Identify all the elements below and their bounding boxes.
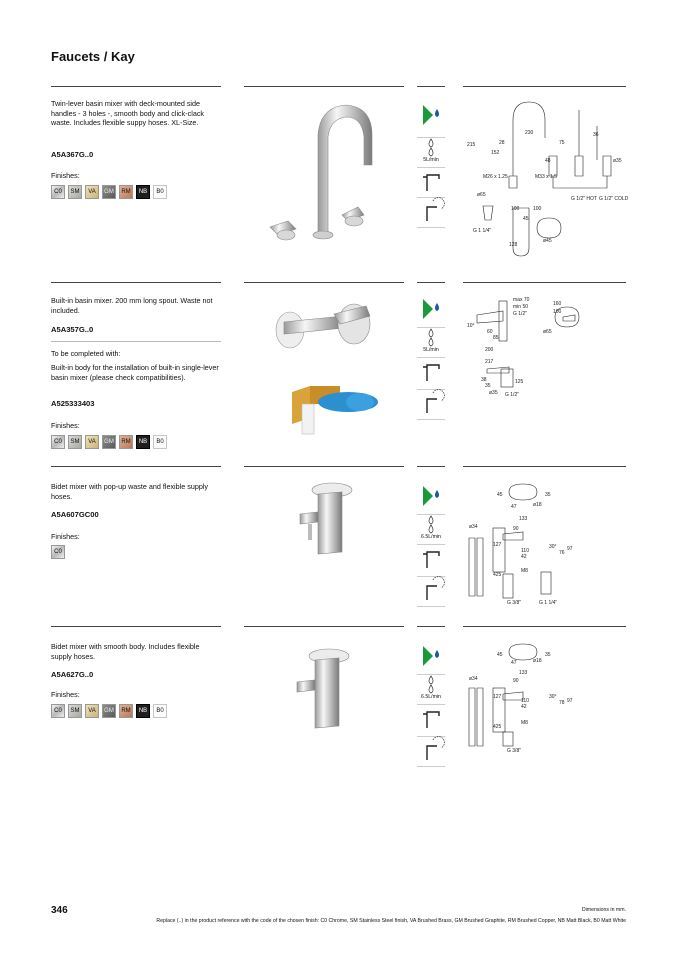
svg-text:230: 230: [525, 130, 534, 136]
finish-swatch-nb: NB: [136, 185, 150, 199]
svg-text:97: 97: [567, 698, 573, 704]
svg-text:42: 42: [521, 704, 527, 710]
spec-icons: [417, 295, 445, 449]
svg-text:35: 35: [545, 492, 551, 498]
svg-text:85: 85: [493, 335, 499, 341]
section-divider: [244, 282, 404, 283]
svg-text:G 1/2" HOT: G 1/2" HOT: [571, 196, 597, 202]
svg-text:45: 45: [497, 492, 503, 498]
product-description: Bidet mixer with smooth body. Includes flexible supply hoses.: [51, 642, 200, 661]
product-code: A5A607GC00: [51, 510, 99, 519]
eco-flow-icon: [417, 640, 445, 670]
finish-swatch-rm: RM: [119, 704, 133, 718]
product-description: Twin-lever basin mixer with deck-mounted side handles - 3 holes -, smooth body and click-clack waste. Includes flexible suppy hoses. XL-Size.: [51, 99, 205, 128]
svg-text:152: 152: [491, 150, 500, 156]
svg-text:ø34: ø34: [469, 524, 478, 530]
water-drop-icon: [417, 327, 445, 347]
svg-text:45: 45: [497, 652, 503, 658]
finishes-label: Finishes:: [51, 171, 80, 180]
spec-icons: [417, 640, 445, 768]
svg-text:G 3/8": G 3/8": [507, 748, 522, 754]
product-code: A5A367G..0: [51, 150, 94, 159]
spec-icons: [417, 99, 445, 253]
svg-text:60: 60: [487, 329, 493, 335]
svg-text:425: 425: [493, 724, 502, 730]
finish-swatch-sm: SM: [68, 435, 82, 449]
section-divider: [417, 282, 445, 283]
product-photo: [250, 95, 400, 255]
spec-icon-cell: [417, 576, 445, 607]
svg-text:42: 42: [521, 554, 527, 560]
finish-swatch-va: VA: [85, 704, 99, 718]
finish-swatch-b0: B0: [153, 185, 167, 199]
finish-swatch-sm: SM: [68, 704, 82, 718]
finish-swatch-sm: SM: [68, 185, 82, 199]
spec-icon-cell: [417, 544, 445, 577]
finish-swatches: [51, 545, 65, 559]
finish-swatch-gm: GM: [102, 704, 116, 718]
complement-text: Built-in body for the installation of built-in single-lever basin mixer (please check compatibilities).: [51, 363, 219, 382]
svg-text:28: 28: [499, 140, 505, 146]
finish-swatch-c0: C0: [51, 704, 65, 718]
svg-text:100: 100: [511, 206, 520, 212]
product-code: A5A357G..0: [51, 325, 94, 334]
mixer-profile-icon: [417, 357, 445, 385]
spec-icons: [417, 480, 445, 608]
svg-text:127: 127: [493, 694, 502, 700]
section-divider: [463, 86, 626, 87]
water-drop-icon: [417, 137, 445, 157]
mixer-profile-icon: [417, 167, 445, 195]
spec-icon-cell: [417, 674, 445, 705]
finish-swatch-va: VA: [85, 435, 99, 449]
product-code: A5A627G..0: [51, 670, 94, 679]
technical-drawing: [463, 293, 628, 408]
spec-icon-cell: [417, 197, 445, 228]
svg-text:G 3/8": G 3/8": [507, 600, 522, 606]
flow-rate: 6.5L/min: [421, 694, 441, 700]
svg-text:min 50: min 50: [513, 304, 529, 310]
section-divider: [51, 282, 221, 283]
section-divider: [463, 282, 626, 283]
section-divider: [417, 626, 445, 627]
svg-text:76: 76: [559, 550, 565, 556]
section-divider: [51, 466, 221, 467]
section-divider: [51, 341, 221, 342]
technical-drawing: [463, 96, 628, 261]
section-divider: [244, 86, 404, 87]
finish-swatch-nb: NB: [136, 435, 150, 449]
spec-icon-cell: [417, 389, 445, 420]
complement-label: To be completed with:: [51, 349, 121, 358]
mixer-profile-icon: [417, 704, 445, 732]
product-photo: [285, 644, 385, 734]
product-photo: [280, 478, 390, 558]
svg-text:30°: 30°: [549, 694, 557, 700]
section-divider: [463, 466, 626, 467]
svg-text:10°: 10°: [467, 323, 475, 329]
svg-text:160: 160: [553, 301, 562, 307]
product-description: Bidet mixer with pop-up waste and flexible supply hoses.: [51, 482, 209, 501]
flow-rate: 5L/min: [423, 347, 439, 353]
svg-text:ø65: ø65: [477, 192, 486, 198]
eco-flow-icon: [417, 295, 445, 325]
technical-drawing: [463, 478, 628, 610]
eco-flow-icon: [417, 99, 445, 129]
svg-text:78: 78: [559, 700, 565, 706]
svg-text:47: 47: [511, 660, 517, 666]
svg-text:G 1/2" COLD: G 1/2" COLD: [599, 196, 628, 202]
finish-swatch-nb: NB: [136, 704, 150, 718]
finish-swatches: [51, 185, 167, 199]
svg-text:75: 75: [559, 140, 565, 146]
svg-text:ø35: ø35: [489, 390, 498, 396]
svg-text:M26 x 1.25: M26 x 1.25: [483, 174, 508, 180]
finish-swatch-c0: C0: [51, 185, 65, 199]
complement-code: A525333403: [51, 399, 95, 408]
spec-icon-cell: [417, 357, 445, 390]
finish-swatch-b0: B0: [153, 704, 167, 718]
section-divider: [244, 466, 404, 467]
rotation-icon: [417, 736, 445, 764]
spec-icon-cell: [417, 480, 445, 515]
flow-rate: 6.5L/min: [421, 534, 441, 540]
svg-text:133: 133: [519, 670, 528, 676]
spec-icon-cell: [417, 704, 445, 737]
svg-text:35: 35: [545, 652, 551, 658]
spec-icon-cell: [417, 736, 445, 767]
finish-swatches: [51, 704, 167, 718]
water-drop-icon: [417, 674, 445, 694]
svg-text:110: 110: [521, 698, 529, 704]
finish-swatches: [51, 435, 167, 449]
section-divider: [417, 86, 445, 87]
product-description: Built-in basin mixer. 200 mm long spout. Waste not included.: [51, 296, 213, 315]
finish-code-note: Replace (..) in the product reference with the code of the chosen finish: C0 Chrome, SM Stainless Steel finish, VA Brushed Brass, GM Brushed Graphite, RM Brushed Copper, NB Matt Black, B0 Matt White: [156, 918, 626, 924]
section-divider: [244, 626, 404, 627]
svg-text:ø45: ø45: [543, 238, 552, 244]
svg-text:127: 127: [493, 542, 502, 548]
svg-text:G 1 1/4": G 1 1/4": [473, 228, 492, 234]
svg-text:ø65: ø65: [543, 329, 552, 335]
svg-text:ø18: ø18: [533, 658, 542, 664]
finishes-label: Finishes:: [51, 421, 80, 430]
finish-swatch-va: VA: [85, 185, 99, 199]
finish-swatch-b0: B0: [153, 435, 167, 449]
section-divider: [51, 626, 221, 627]
svg-text:425: 425: [493, 572, 502, 578]
svg-text:G 1/2": G 1/2": [505, 392, 520, 398]
svg-text:38: 38: [481, 377, 487, 383]
section-divider: [417, 466, 445, 467]
svg-text:97: 97: [567, 546, 573, 552]
svg-text:35: 35: [485, 383, 491, 389]
finish-swatch-c0: C0: [51, 435, 65, 449]
spec-icon-cell: [417, 514, 445, 545]
svg-text:M8: M8: [521, 720, 528, 726]
technical-drawing: [463, 638, 628, 758]
svg-text:110: 110: [521, 548, 529, 554]
page-number: 346: [51, 905, 68, 916]
svg-text:M33 x 1.5: M33 x 1.5: [535, 174, 557, 180]
spec-icon-cell: [417, 167, 445, 198]
rotation-icon: [417, 389, 445, 417]
svg-text:36: 36: [593, 132, 599, 138]
water-drop-icon: [417, 514, 445, 534]
mixer-profile-icon: [417, 544, 445, 572]
finish-swatch-rm: RM: [119, 185, 133, 199]
svg-text:47: 47: [511, 504, 517, 510]
svg-text:100: 100: [553, 309, 562, 315]
svg-text:133: 133: [519, 516, 528, 522]
finish-swatch-rm: RM: [119, 435, 133, 449]
flow-rate: 5L/min: [423, 157, 439, 163]
svg-text:217: 217: [485, 359, 494, 365]
finish-swatch-gm: GM: [102, 435, 116, 449]
svg-text:G 1 1/4": G 1 1/4": [539, 600, 558, 606]
dimensions-note: Dimensions in mm.: [581, 907, 626, 913]
svg-text:100: 100: [533, 206, 542, 212]
svg-text:ø35: ø35: [613, 158, 622, 164]
finish-swatch-c0: C0: [51, 545, 65, 559]
rotation-icon: [417, 576, 445, 604]
spec-icon-cell: [417, 137, 445, 168]
page-title: Faucets / Kay: [51, 49, 135, 64]
spec-icon-cell: [417, 99, 445, 138]
svg-text:M8: M8: [521, 568, 528, 574]
svg-text:ø18: ø18: [533, 502, 542, 508]
svg-text:125: 125: [515, 379, 524, 385]
svg-text:90: 90: [513, 678, 519, 684]
spec-icon-cell: [417, 640, 445, 675]
svg-text:200: 200: [485, 347, 494, 353]
svg-text:max 70: max 70: [513, 297, 530, 303]
section-divider: [463, 626, 626, 627]
spec-icon-cell: [417, 295, 445, 328]
svg-text:45: 45: [523, 216, 529, 222]
finish-swatch-gm: GM: [102, 185, 116, 199]
svg-text:30°: 30°: [549, 544, 557, 550]
finishes-label: Finishes:: [51, 532, 80, 541]
spec-icon-cell: [417, 327, 445, 358]
svg-text:ø34: ø34: [469, 676, 478, 682]
svg-text:215: 215: [467, 142, 476, 148]
eco-flow-icon: [417, 480, 445, 510]
svg-text:128: 128: [509, 242, 518, 248]
product-photo: [270, 294, 400, 454]
section-divider: [51, 86, 221, 87]
rotation-icon: [417, 197, 445, 225]
finishes-label: Finishes:: [51, 690, 80, 699]
svg-text:48: 48: [545, 158, 551, 164]
svg-text:G 1/2": G 1/2": [513, 311, 528, 317]
svg-text:90: 90: [513, 526, 519, 532]
